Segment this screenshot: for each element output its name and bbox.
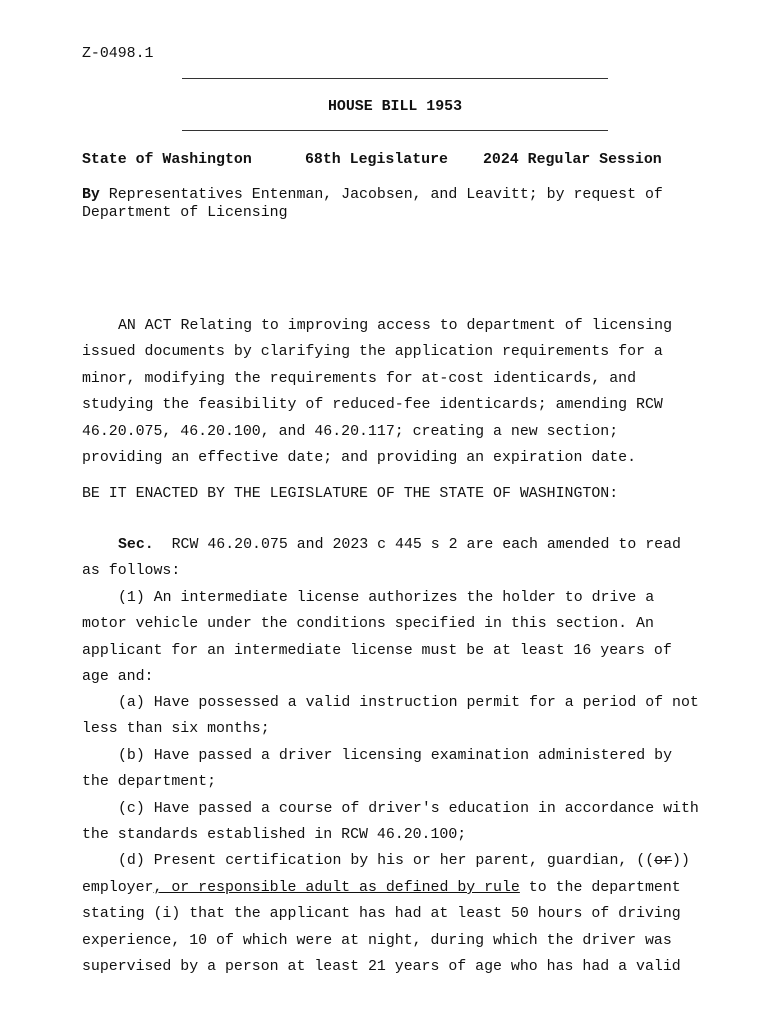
item-b-line: the department; [82, 774, 217, 790]
act-line: 46.20.075, 46.20.100, and 46.20.117; creating a new section; [82, 424, 619, 440]
item-b-line: (b) Have passed a driver licensing examination administered by [118, 748, 673, 764]
act-line: AN ACT Relating to improving access to department of licensing [118, 318, 673, 334]
item-d-line: stating (i) that the applicant has had at least 50 hours of driving [82, 906, 681, 922]
inserted-text: , or responsible adult as defined by rule [153, 880, 520, 896]
title-rule-top [182, 78, 608, 79]
subsection-1-line: motor vehicle under the conditions specified in this section. An [82, 616, 654, 632]
subsection-1-line: age and: [82, 669, 154, 685]
item-a-line: (a) Have possessed a valid instruction permit for a period of not [118, 695, 699, 711]
subsection-1-line: (1) An intermediate license authorizes the holder to drive a [118, 590, 655, 606]
item-d-line [118, 853, 690, 869]
section-heading-text: RCW 46.20.075 and 2023 c 445 s 2 are each amended to read [153, 537, 681, 553]
section-heading-line [118, 537, 681, 553]
act-line: minor, modifying the requirements for at-cost identicards, and [82, 371, 637, 387]
item-d-text: to the department [519, 880, 681, 896]
item-d-line [82, 880, 681, 896]
bill-title: HOUSE BILL 1953 [327, 99, 463, 115]
sponsors-line-2: Department of Licensing [82, 205, 288, 221]
legislature-name: 68th Legislature [305, 152, 448, 168]
section-label: Sec. [118, 537, 154, 553]
title-rule-bottom [182, 130, 608, 131]
sponsors-line-1 [82, 187, 663, 203]
item-d-text: (d) Present certification by his or her parent, guardian, (( [118, 853, 655, 869]
item-d-line: experience, 10 of which were at night, during which the driver was [82, 933, 672, 949]
act-line: providing an effective date; and providing an expiration date. [82, 450, 637, 466]
item-d-text: employer [82, 880, 154, 896]
act-line: studying the feasibility of reduced-fee identicards; amending RCW [82, 397, 663, 413]
subsection-1-line: applicant for an intermediate license must be at least 16 years of [82, 643, 672, 659]
enacting-clause: BE IT ENACTED BY THE LEGISLATURE OF THE STATE OF WASHINGTON: [82, 486, 619, 502]
section-heading-line-2: as follows: [82, 563, 181, 579]
item-c-line: (c) Have passed a course of driver's education in accordance with [118, 801, 699, 817]
item-c-line: the standards established in RCW 46.20.100; [82, 827, 467, 843]
act-line: issued documents by clarifying the application requirements for a [82, 344, 663, 360]
sponsors-names: Representatives Entenman, Jacobsen, and Leavitt; by request of [99, 187, 663, 203]
item-d-line: supervised by a person at least 21 years of age who has had a valid [82, 959, 681, 975]
by-label: By [82, 187, 100, 203]
session-name: 2024 Regular Session [483, 152, 662, 168]
state-name: State of Washington [82, 152, 252, 168]
bill-code: Z-0498.1 [82, 46, 154, 62]
item-a-line: less than six months; [82, 721, 270, 737]
struck-text: or [654, 853, 673, 869]
item-d-text: )) [672, 853, 690, 869]
